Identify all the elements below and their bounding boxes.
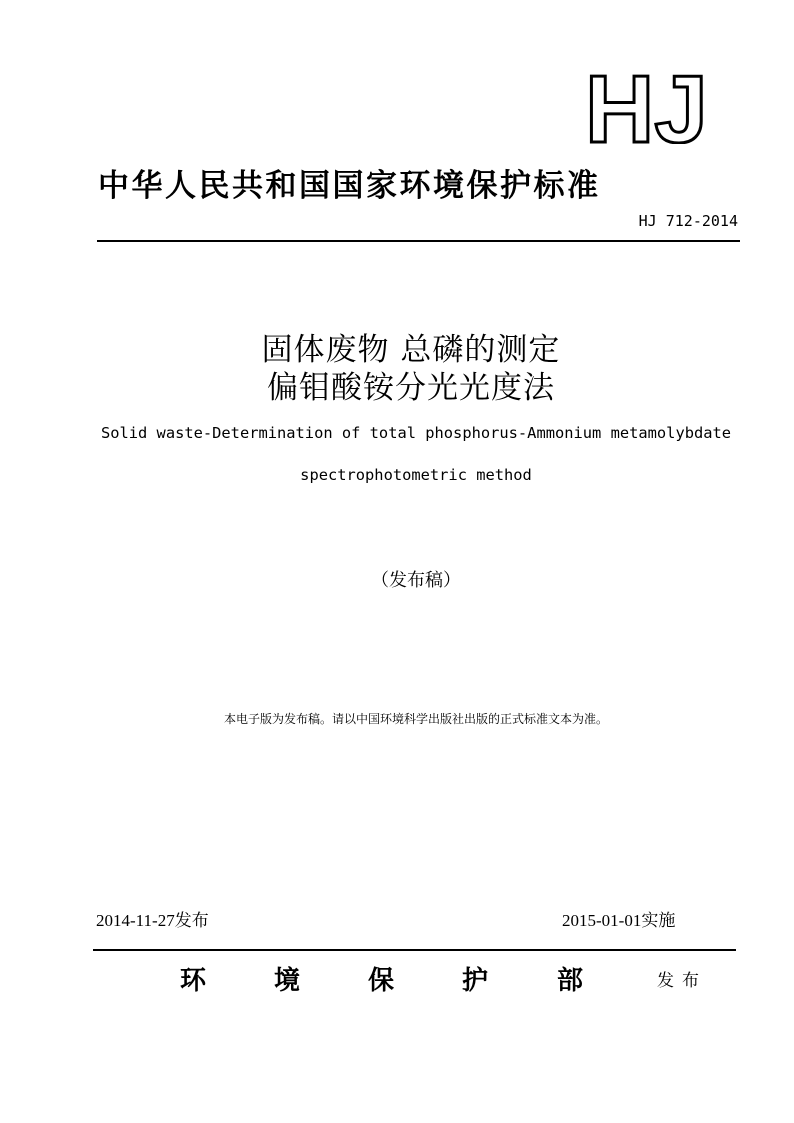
- hj-logo-text: HJ: [585, 66, 708, 144]
- issue-date: 2014-11-27发布: [96, 911, 209, 930]
- draft-label: （发布稿）: [371, 570, 461, 591]
- ministry-char: 护: [462, 966, 489, 996]
- document-title-en-line2: spectrophotometric method: [300, 466, 532, 484]
- ministry-char: 环: [180, 966, 207, 996]
- edition-note: 本电子版为发布稿。请以中国环境科学出版社出版的正式标准文本为准。: [223, 712, 608, 726]
- document-title-cn-line2: 偏钼酸铵分光光度法: [267, 370, 555, 406]
- standard-category-title: 中华人民共和国国家环境保护标准: [98, 168, 601, 204]
- ministry-issue-label: 发布: [657, 971, 707, 991]
- issuing-ministry: [0, 960, 794, 996]
- effective-date: 2015-01-01实施: [562, 911, 676, 930]
- ministry-char: 部: [557, 966, 584, 996]
- footer-divider: [93, 949, 736, 951]
- header-divider: [97, 240, 740, 242]
- document-title-en-line1: Solid waste-Determination of total phosphorus-Ammonium metamolybdate: [100, 424, 732, 442]
- ministry-char: 保: [368, 966, 395, 996]
- standard-code: HJ 712-2014: [638, 212, 738, 230]
- document-title-cn-line1: 固体废物 总磷的测定: [261, 332, 561, 368]
- hj-logo: [583, 66, 721, 144]
- ministry-char: 境: [274, 966, 301, 996]
